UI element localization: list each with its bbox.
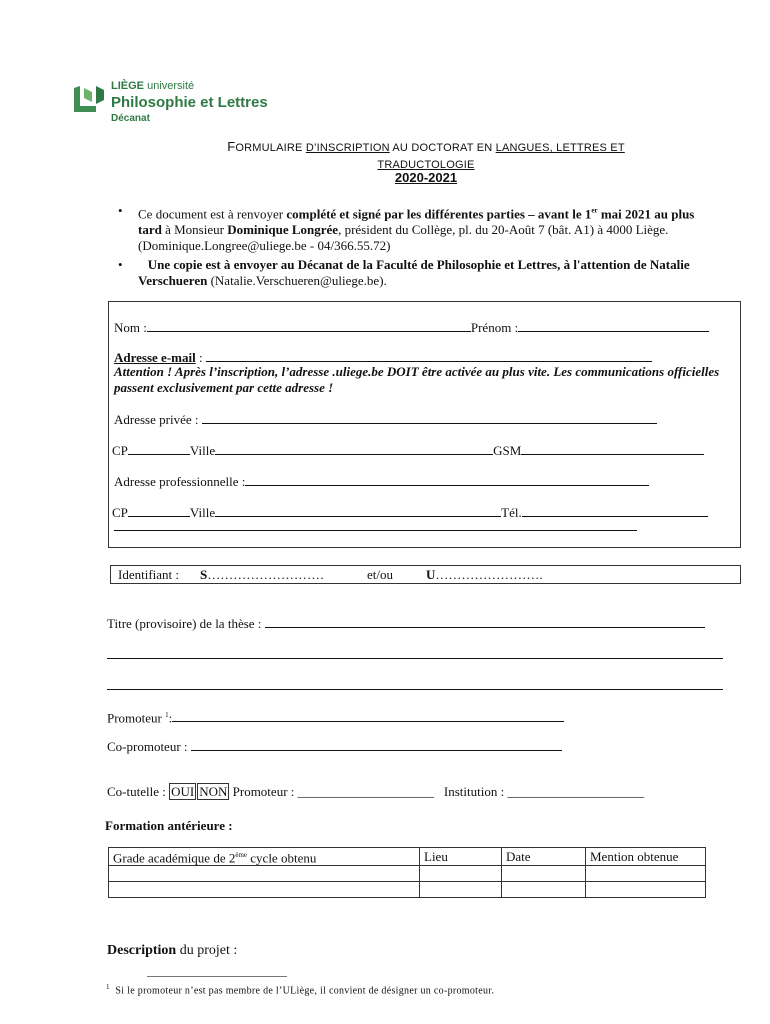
identifier-box (110, 565, 741, 584)
thesis-title-field[interactable] (265, 615, 705, 628)
private-address-field[interactable] (202, 411, 657, 424)
email-label: Adresse e-mail (114, 350, 196, 365)
cp-field[interactable] (128, 442, 190, 455)
ville-label: Ville (189, 443, 216, 458)
footnote-text: Si le promoteur n’est pas membre de l’ULiège, il convient de désigner un co-promoteur. (115, 985, 495, 997)
tel-label: Tél. (501, 505, 522, 520)
logo-university-light: université (147, 80, 195, 92)
cp-label: CP (112, 505, 128, 520)
table-row (109, 882, 706, 898)
pro-city-row (112, 504, 708, 521)
uliege-logo-icon (72, 84, 106, 116)
thesis-title-label: Titre (provisoire) de la thèse : (107, 616, 262, 631)
table-cell[interactable] (586, 866, 706, 882)
title-part1: ORMULAIRE (235, 142, 306, 154)
email-field[interactable] (206, 349, 652, 362)
col-date: Date (502, 848, 586, 866)
private-address-row (114, 411, 657, 428)
academic-year: 2020-2021 (394, 170, 458, 185)
bullet-icon: • (118, 203, 123, 218)
copromoteur-label: Co-promoteur : (107, 739, 188, 754)
table-cell[interactable] (109, 866, 420, 882)
ville-label: Ville (189, 505, 216, 520)
col-mention: Mention obtenue (586, 848, 706, 866)
cotutelle-promoteur-field[interactable]: Promoteur : _____________________ (232, 784, 435, 799)
footnote-number: 1 (106, 983, 110, 991)
formation-table (108, 847, 706, 898)
attention-note: Attention ! Après l’inscription, l’adresse .uliege.be DOIT être activée au plus vite. Les communications officielles passent exclusivement par cette adresse ! (114, 364, 720, 395)
title-part2: D’INSCRIPTION (305, 142, 390, 154)
instruction-bullet-2: • Une copie est à envoyer au Décanat de la Faculté de Philosophie et Lettres, à l'attention de Natalie Verschueren (Natalie.Verschueren@uliege.be). (118, 257, 690, 288)
s-identifier[interactable]: S……………………… (200, 567, 325, 582)
table-cell[interactable] (420, 866, 502, 882)
gsm-label: GSM (493, 443, 522, 458)
formation-heading: Formation antérieure : (105, 818, 233, 833)
identifier-label: Identifiant : (118, 567, 180, 582)
table-cell[interactable] (502, 882, 586, 898)
nom-field[interactable] (147, 319, 471, 332)
table-cell[interactable] (502, 866, 586, 882)
copromoteur-field[interactable] (191, 738, 562, 751)
footnote (106, 983, 494, 996)
description-heading: Description du projet : (107, 943, 238, 958)
footnote-divider (147, 976, 287, 977)
private-address-label: Adresse privée : (114, 412, 199, 427)
gsm-field[interactable] (521, 442, 704, 455)
footnote-ref: 1 (165, 711, 169, 719)
prenom-field[interactable] (518, 319, 709, 332)
thesis-title-line-3[interactable] (107, 689, 723, 690)
title-part5: TRADUCTOLOGIE (377, 159, 475, 171)
cotutelle-non-option[interactable]: NON (199, 784, 228, 799)
col-lieu: Lieu (420, 848, 502, 866)
table-cell[interactable] (420, 882, 502, 898)
pro-ville-field[interactable] (215, 504, 501, 517)
cotutelle-row (107, 784, 644, 800)
bullet-icon: • (118, 257, 123, 272)
logo-faculty: Philosophie et Lettres (111, 94, 268, 111)
copromoteur-row (107, 738, 562, 755)
col-grade: Grade académique de 2ème cycle obtenu (109, 848, 420, 866)
cotutelle-label: Co-tutelle : (107, 784, 166, 799)
table-header-row (109, 848, 706, 866)
promoteur-row: Promoteur $^1$: (107, 707, 564, 726)
private-city-row (112, 442, 704, 459)
title-part3: AU DOCTORAT EN (389, 142, 496, 154)
pro-address-row (114, 473, 649, 490)
name-row (114, 319, 709, 336)
extra-address-line[interactable] (114, 530, 637, 531)
promoteur-label: Promoteur (107, 710, 166, 726)
faculty-logo-text (111, 80, 268, 125)
tel-field[interactable] (522, 504, 708, 517)
pro-cp-field[interactable] (128, 504, 190, 517)
instruction-bullet-1: • Ce document est à renvoyer complété et signé par les différentes parties – avant le 1er mai 2021 au plus tard à Monsieur Dominique Longrée, président du Collège, pl. du 20-Août 7 (bât. A1) à 4000 Liège. (Dominique.Longree@uliege.be - 04/366.55.72) (118, 203, 695, 254)
table-cell[interactable] (109, 882, 420, 898)
thesis-title-row (107, 615, 705, 632)
pro-address-field[interactable] (245, 473, 649, 486)
thesis-title-line-2[interactable] (107, 658, 723, 659)
email-row: Adresse e-mail : (114, 349, 652, 366)
cotutelle-institution-field[interactable]: Institution : _____________________ (443, 784, 644, 799)
u-identifier[interactable]: U……………………. (426, 567, 543, 582)
logo-university-bold: LIÈGE (111, 80, 145, 92)
form-title (0, 138, 770, 174)
personal-info-box (108, 301, 741, 548)
identifier-or: et/ou (367, 567, 393, 582)
prenom-label: Prénom : (470, 320, 519, 335)
pro-address-label: Adresse professionnelle : (114, 474, 246, 489)
cotutelle-oui-option[interactable]: OUI (171, 784, 195, 799)
title-part4: LANGUES, LETTRES ET (495, 142, 625, 154)
logo-unit: Décanat (111, 113, 150, 124)
promoteur-field[interactable] (172, 709, 564, 722)
title-initial: F (227, 139, 236, 154)
ville-field[interactable] (215, 442, 493, 455)
cp-label: CP (112, 443, 128, 458)
nom-label: Nom : (114, 320, 147, 335)
table-cell[interactable] (586, 882, 706, 898)
table-row (109, 866, 706, 882)
